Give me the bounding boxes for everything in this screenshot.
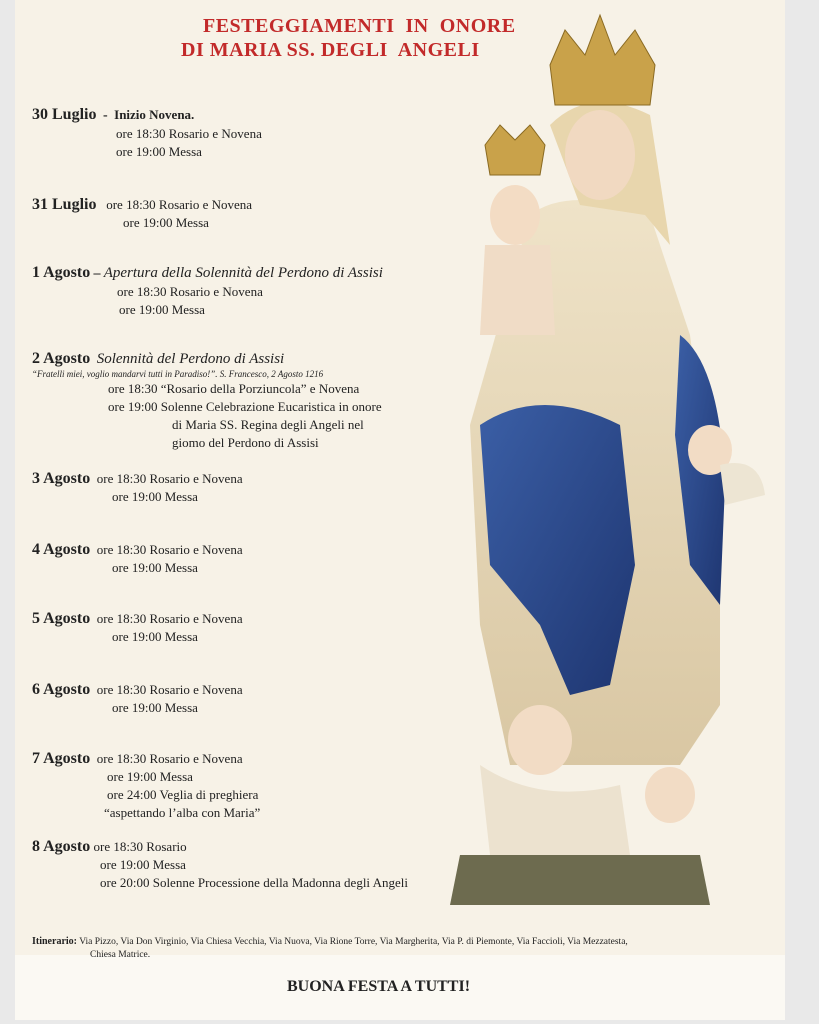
day-heading: Inizio Novena. bbox=[114, 107, 195, 122]
schedule-line: ore 19:00 Messa bbox=[123, 215, 209, 230]
schedule-line: ore 19:00 Messa bbox=[107, 769, 193, 784]
schedule-line: ore 18:30 Rosario e Novena bbox=[96, 542, 243, 557]
day-date: 1 Agosto bbox=[32, 264, 91, 281]
schedule-line: ore 18:30 Rosario e Novena bbox=[96, 751, 243, 766]
schedule-line: ore 20:00 Solenne Processione della Madonna degli Angeli bbox=[100, 875, 408, 890]
schedule-line: ore 19:00 Messa bbox=[112, 700, 198, 715]
title-line-2: DI MARIA SS. DEGLI ANGELI bbox=[181, 39, 480, 61]
day-entry bbox=[32, 264, 383, 319]
day-date: 6 Agosto bbox=[32, 681, 91, 698]
title-line-1: FESTEGGIAMENTI IN ONORE bbox=[203, 15, 516, 37]
day-heading: Apertura della Solennità del Perdono di Assisi bbox=[103, 265, 383, 281]
day-entry bbox=[32, 470, 243, 506]
day-heading: Solennità del Perdono di Assisi bbox=[96, 351, 285, 367]
itinerary-end: Chiesa Matrice. bbox=[90, 950, 151, 960]
day-entry bbox=[32, 838, 408, 892]
schedule-line: ore 19:00 Solenne Celebrazione Eucaristica in onore bbox=[108, 399, 382, 414]
day-date: 30 Luglio bbox=[32, 106, 97, 123]
schedule-line: ore 19:00 Messa bbox=[116, 144, 202, 159]
francis-quote: “Fratelli miei, voglio mandarvi tutti in Paradiso!”. S. Francesco, 2 Agosto 1216 bbox=[32, 369, 324, 379]
day-date: 4 Agosto bbox=[32, 541, 91, 558]
statue-base bbox=[450, 855, 710, 905]
day-date: 31 Luglio bbox=[32, 196, 97, 213]
day-entry bbox=[32, 610, 243, 646]
schedule-line: ore 18:30 Rosario e Novena bbox=[116, 126, 262, 141]
schedule-line: ore 18:30 Rosario e Novena bbox=[117, 284, 263, 299]
day-entry bbox=[32, 196, 252, 232]
day-separator: – bbox=[93, 266, 101, 281]
itinerary-label: Itinerario: bbox=[32, 936, 77, 947]
schedule-line: di Maria SS. Regina degli Angeli nel bbox=[172, 417, 364, 432]
day-entry bbox=[32, 541, 243, 577]
day-entry bbox=[32, 350, 382, 452]
day-date: 7 Agosto bbox=[32, 750, 91, 767]
schedule-line: ore 19:00 Messa bbox=[112, 489, 198, 504]
schedule-line: ore 19:00 Messa bbox=[112, 560, 198, 575]
schedule-line: ore 18:30 Rosario bbox=[93, 839, 187, 854]
footer-greeting: BUONA FESTA A TUTTI! bbox=[287, 978, 471, 995]
schedule-line: ore 19:00 Messa bbox=[112, 629, 198, 644]
schedule-line: ore 19:00 Messa bbox=[119, 302, 205, 317]
schedule-line: ore 24:00 Veglia di preghiera bbox=[107, 787, 259, 802]
schedule-line: ore 18:30 Rosario e Novena bbox=[96, 611, 243, 626]
day-separator: - bbox=[102, 108, 108, 123]
day-date: 8 Agosto bbox=[32, 838, 91, 855]
schedule-line: “aspettando l’alba con Maria” bbox=[104, 805, 261, 820]
schedule-line: ore 18:30 Rosario e Novena bbox=[96, 682, 243, 697]
madonna-statue-image bbox=[420, 5, 780, 935]
schedule-line: giomo del Perdono di Assisi bbox=[172, 435, 319, 450]
itinerary bbox=[32, 935, 762, 962]
day-date: 3 Agosto bbox=[32, 470, 91, 487]
itinerary-streets: Via Pizzo, Via Don Virginio, Via Chiesa Vecchia, Via Nuova, Via Rione Torre, Via Margherita, Via P. di Piemonte, Via Faccioli, Via Mezzatesta, bbox=[79, 937, 628, 947]
schedule-line: ore 18:30 Rosario e Novena bbox=[96, 471, 243, 486]
schedule-line: ore 18:30 “Rosario della Porziuncola” e Novena bbox=[108, 381, 360, 396]
day-date: 5 Agosto bbox=[32, 610, 91, 627]
day-entry bbox=[32, 681, 243, 717]
schedule-line: ore 19:00 Messa bbox=[100, 857, 186, 872]
day-date: 2 Agosto bbox=[32, 350, 91, 367]
day-entry bbox=[32, 106, 262, 161]
schedule-line: ore 18:30 Rosario e Novena bbox=[106, 197, 253, 212]
day-entry bbox=[32, 750, 260, 822]
